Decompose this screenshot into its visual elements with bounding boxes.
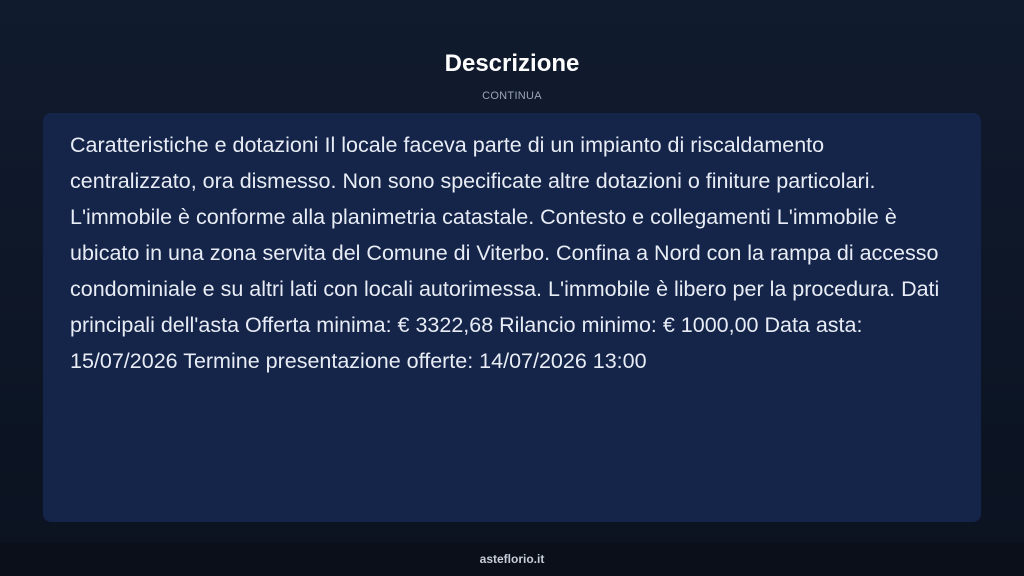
page-title: Descrizione [444, 50, 580, 77]
footer-brand: asteflorio.it [479, 552, 545, 566]
continue-link[interactable]: CONTINUA [482, 90, 542, 102]
footer-bar [0, 543, 1024, 576]
description-card [43, 113, 981, 522]
description-text: Caratteristiche e dotazioni Il locale faceva parte di un impianto di riscaldamento centralizzato, ora dismesso. Non sono specificate altre dotazioni o finiture particolari. L'immobile è conforme alla planimetria catastale. Contesto e collegamenti L'immobile è ubicato in una zona servita del Comune di Viterbo. Confina a Nord con la rampa di accesso condominiale e su altri lati con locali autorimessa. L'immobile è libero per la procedura. Dati principali dell'asta Offerta minima: € 3322,68 Rilancio minimo: € 1000,00 Data asta: 15/07/2026 Termine presentazione offerte: 14/07/2026 13:00 [70, 133, 940, 373]
